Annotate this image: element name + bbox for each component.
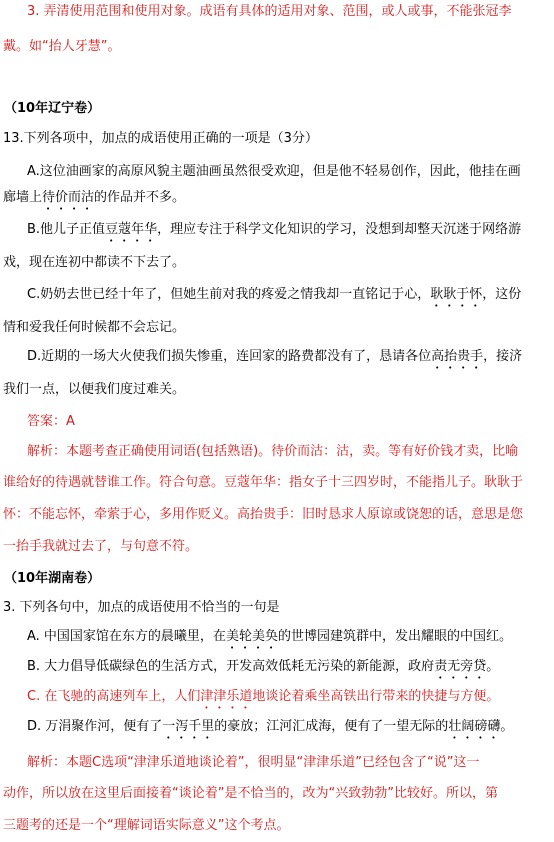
question-13: 13.下列各项中，加点的成语使用正确的一项是（3分） bbox=[3, 131, 318, 146]
hunan-option-c-text: C. 在飞驰的高速列车上，人们 bbox=[27, 689, 201, 704]
hunan-option-b-text: B. 大力倡导低碳绿色的生活方式，开发高效低耗无污染的新能源，政府 bbox=[27, 659, 435, 674]
hunan-option-a-text-end: 的世博园建筑群中，发出耀眼的中国红。 bbox=[277, 629, 512, 644]
question-3: 3. 下列各句中，加点的成语使用不恰当的一句是 bbox=[3, 600, 280, 615]
top-note-line-1: 3. 弄清使用范围和使用对象。成语有具体的适用对象、范围，或人或事，不能张冠李 bbox=[27, 4, 512, 19]
option-d-line-2: 我们一点，以便我们度过难关。 bbox=[3, 382, 186, 397]
hunan-option-d-idiom-2: 壮阔磅礴 bbox=[448, 719, 501, 734]
hunan-option-c-idiom: 津津乐道 bbox=[200, 689, 253, 704]
hunan-option-d-text-end: 。 bbox=[500, 719, 514, 734]
section-header-liaoning: （10年辽宁卷） bbox=[4, 101, 101, 116]
analysis-2-line-1: 解析：本题C选项“津津乐道地谈论着”，很明显“津津乐道”已经包含了“说”这一 bbox=[27, 755, 480, 770]
option-d-text: D.近期的一场大火使我们损失惨重，连回家的路费都没有了，恳请各位 bbox=[27, 349, 432, 364]
top-note-line-2: 戴。如“抬人牙慧”。 bbox=[3, 39, 121, 54]
option-b-idiom: 豆蔻年华 bbox=[105, 222, 158, 237]
option-c-text: C.奶奶去世已经十年了，但她生前对我的疼爱之情我却一直铭记于心， bbox=[27, 287, 431, 302]
option-c-idiom: 耿耿于怀 bbox=[430, 287, 483, 302]
answer-text: 答案：A bbox=[27, 414, 75, 429]
hunan-option-b bbox=[27, 659, 499, 682]
option-a-line-2 bbox=[3, 190, 185, 213]
analysis-1-line-1: 解析：本题考查正确使用词语(包括熟语)。待价而沽：沽，卖。等有好价钱才卖，比喻 bbox=[27, 444, 519, 459]
section-header-hunan: （10年湖南卷） bbox=[4, 571, 101, 586]
hunan-option-b-text-end: 。 bbox=[486, 659, 500, 674]
option-b-line-1 bbox=[27, 222, 521, 245]
option-b-line-2: 戏，现在连初中都读不下去了。 bbox=[3, 255, 186, 270]
option-c-line-1 bbox=[27, 287, 521, 310]
option-a-text-end: 的作品并不多。 bbox=[94, 190, 186, 205]
option-b-text: B.他儿子正值 bbox=[27, 222, 106, 237]
option-b-text-end: ，理应专注于科学文化知识的学习，没想到却整天沉迷于网络游 bbox=[157, 222, 522, 237]
analysis-1-line-4: 一抬手我就过去了，与句意不符。 bbox=[3, 539, 199, 554]
option-a-idiom: 待价而沽 bbox=[42, 190, 95, 205]
option-a-line-1: A.这位油画家的高原风貌主题油画虽然很受欢迎，但是他不轻易创作，因此，他挂在画 bbox=[27, 164, 521, 179]
option-d-idiom: 高抬贵手 bbox=[431, 349, 484, 364]
analysis-2-line-2: 动作，所以放在这里后面接着“谈论着”是不恰当的，改为“兴致勃勃”比较好。所以，第 bbox=[3, 786, 498, 801]
option-d-text-end: ，接济 bbox=[483, 349, 523, 364]
option-c-text-end: ，这份 bbox=[482, 287, 522, 302]
analysis-1-line-2: 谁给好的待遇就替谁工作。符合句意。豆蔻年华：指女子十三四岁时，不能指儿子。耿耿于 bbox=[3, 475, 524, 490]
option-a-text: 廊墙上 bbox=[3, 190, 43, 205]
option-d-line-1 bbox=[27, 349, 522, 372]
hunan-option-c-text-end: 地谈论着乘坐高铁出行带来的快捷与方便。 bbox=[252, 689, 500, 704]
hunan-option-d bbox=[27, 719, 513, 742]
hunan-option-d-text: D. 万涓聚作河，便有了 bbox=[27, 719, 163, 734]
hunan-option-a-idiom: 美轮美奂 bbox=[225, 629, 278, 644]
hunan-option-c bbox=[27, 689, 499, 712]
hunan-option-b-idiom: 责无旁贷 bbox=[434, 659, 487, 674]
hunan-option-d-idiom-1: 一泻千里 bbox=[162, 719, 215, 734]
option-c-line-2: 情和爱我任何时候都不会忘记。 bbox=[3, 320, 186, 335]
analysis-1-line-3: 怀：不能忘怀，牵萦于心，多用作贬义。高抬贵手：旧时恳求人原谅或饶恕的话，意思是您 bbox=[3, 507, 524, 522]
hunan-option-a-text: A. 中国国家馆在东方的晨曦里，在 bbox=[27, 629, 226, 644]
analysis-2-line-3: 三题考的还是一个“理解词语实际意义”这个考点。 bbox=[3, 818, 290, 833]
hunan-option-d-text-mid: 的豪放；江河汇成海，便有了一望无际的 bbox=[214, 719, 449, 734]
hunan-option-a bbox=[27, 629, 512, 652]
